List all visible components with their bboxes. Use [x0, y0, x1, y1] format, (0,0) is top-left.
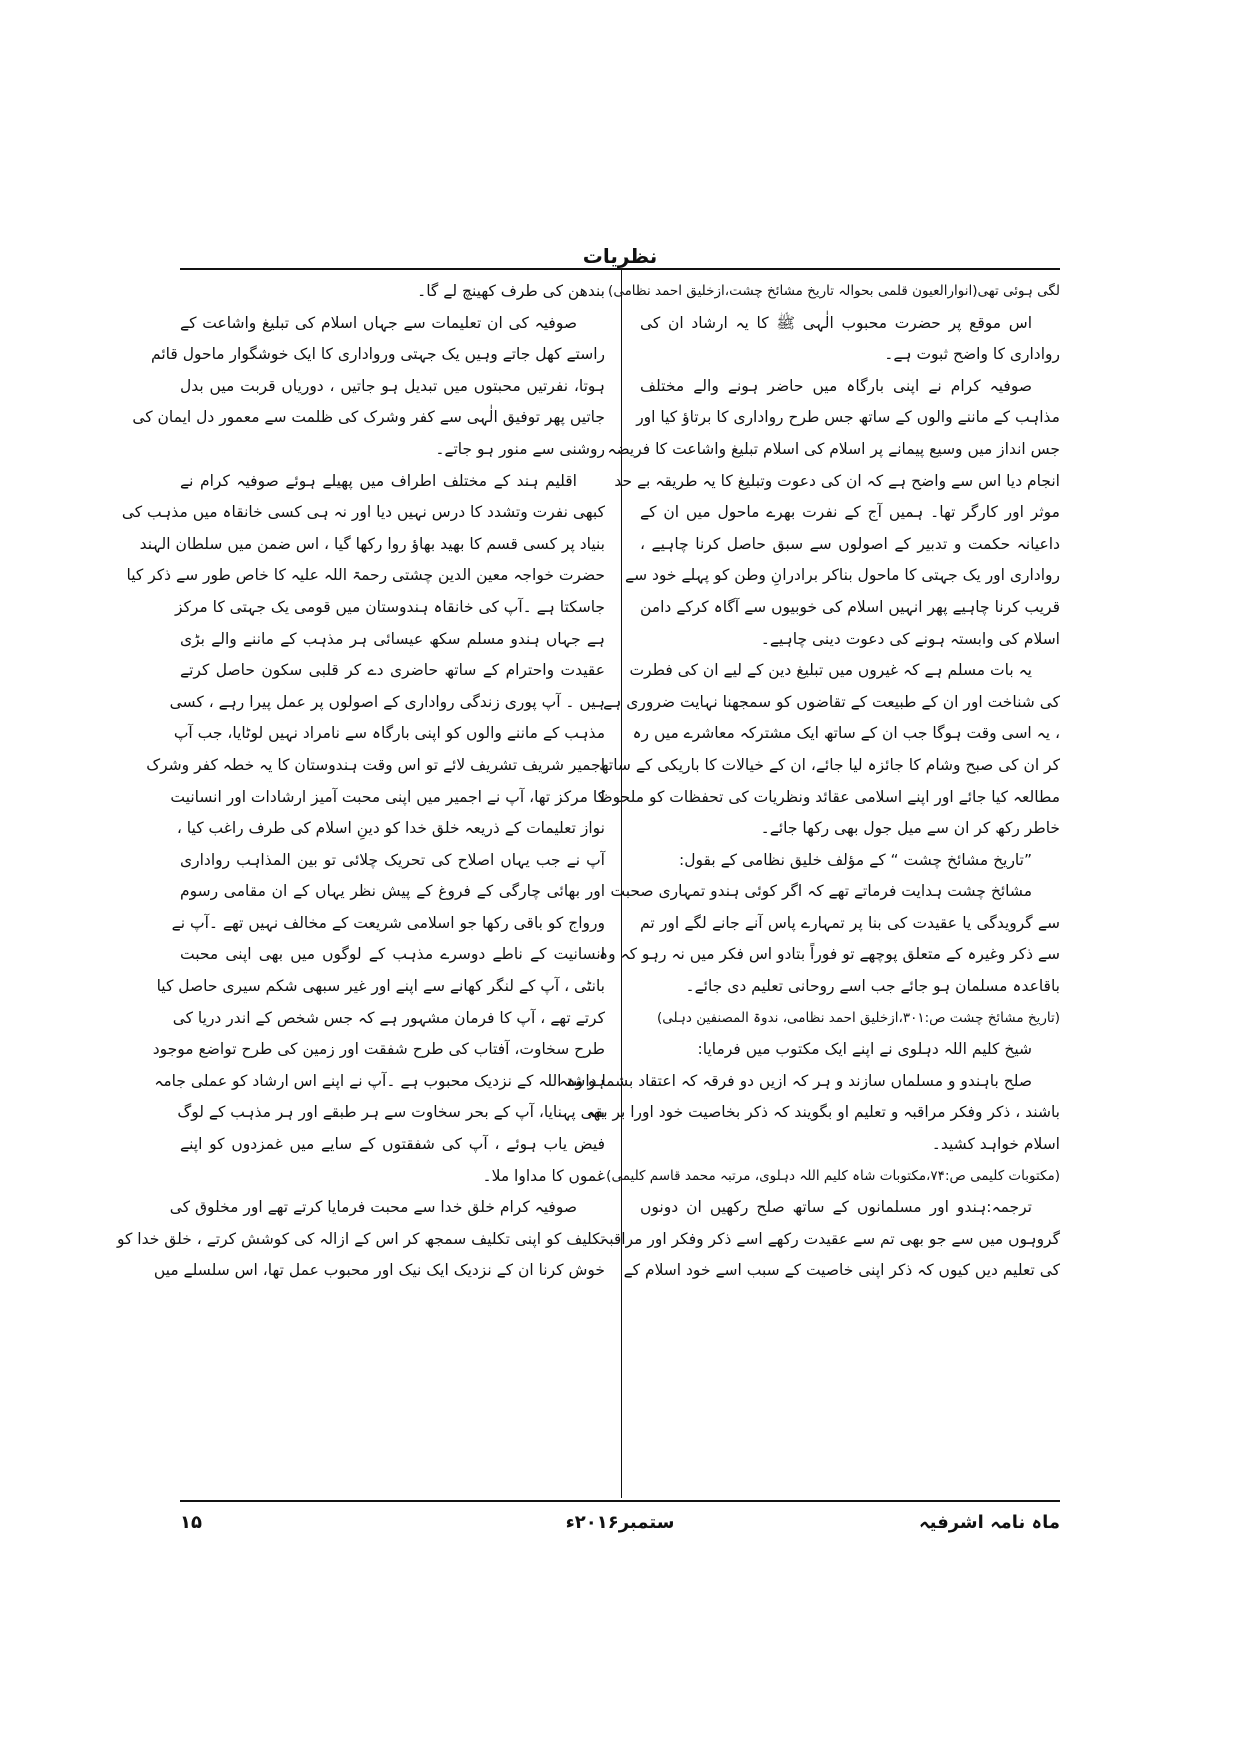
text-line: کرتے تھے ، آپ کا فرمان مشہور ہے کہ جس شخص کے اندر دریا کی	[172, 1008, 605, 1027]
text-line: صوفیہ کی ان تعلیمات سے جہاں اسلام کی تبلیغ واشاعت کے	[180, 313, 577, 332]
text-line: نواز تعلیمات کے ذریعہ خلق خدا کو دینِ اسلام کی طرف راغب کیا ،	[176, 819, 605, 838]
footer-magazine-name: ماہ نامہ اشرفیہ	[919, 1512, 1060, 1533]
text-line: آپ نے جب یہاں اصلاح کی تحریک چلائی تو بین المذاہب رواداری	[180, 850, 605, 869]
text-line: (تاریخ مشائخ چشت ص:۳۰۱،ازخلیق احمد نظامی، ندوۃ المصنفین دہلی)	[657, 1009, 1060, 1026]
text-line: کبھی نفرت وتشدد کا درس نہیں دیا اور نہ ہی کسی خانقاہ میں مذہب کی	[121, 503, 605, 522]
text-line: کا مرکز تھا، آپ نے اجمیر میں اپنی محبت آمیز ارشادات اور انسانیت	[170, 787, 605, 806]
footer-page-number: ۱۵	[180, 1512, 202, 1533]
text-line: ہوتا، نفرتیں محبتوں میں تبدیل ہو جاتیں ، دوریاں قربت میں بدل	[180, 376, 605, 395]
text-line: روشنی سے منور ہو جاتے۔	[435, 439, 605, 458]
text-line: بنیاد پر کسی قسم کا بھید بھاؤ روا رکھا گیا ، اس ضمن میں سلطان الہند	[139, 534, 605, 553]
text-line: اسلام کی وابستہ ہونے کی دعوت دینی چاہیے۔	[760, 629, 1060, 648]
right-text-column	[558, 276, 1060, 1491]
text-line: باشند ، ذکر وفکر مراقبہ و تعلیم او بگویند کہ ذکر بخاصیت خود اورا بر بقہ	[586, 1103, 1060, 1122]
page-header-title: نظریات	[582, 244, 658, 268]
text-line: انجام دیا اس سے واضح ہے کہ ان کی دعوت وتبلیغ کا یہ طریقہ بے حد	[614, 471, 1060, 490]
text-line: صوفیہ کرام نے اپنی بارگاہ میں حاضر ہونے والے مختلف	[640, 376, 1032, 395]
text-line: ، یہ اسی وقت ہوگا جب ان کے ساتھ ایک مشترکہ معاشرے میں رہ	[632, 724, 1060, 743]
text-line: غموں کا مداوا ملا۔	[482, 1166, 605, 1185]
text-line: بانٹی ، آپ کے لنگر کھانے سے اپنے اور غیر سبھی شکم سیری حاصل کیا	[156, 977, 605, 996]
text-line: فیض یاب ہوئے ، آپ کی شفقتوں کے سایے میں غمزدوں کو اپنے	[180, 1135, 605, 1154]
text-line: انسانیت کے ناطے دوسرے مذہب کے لوگوں میں بھی اپنی محبت	[180, 945, 605, 964]
text-line: جاتیں پھر توفیق الٰہی سے کفر وشرک کی ظلمت سے معمور دل ایمان کی	[132, 408, 605, 427]
text-line: اور بھائی چارگی کے فروغ کے پیش نظر یہاں کے ان مقامی رسوم	[180, 882, 605, 901]
text-line: سے گرویدگی یا عقیدت کی بنا پر تمہارے پاس آنے جانے لگے اور تم	[640, 913, 1060, 932]
text-line: سے ذکر وغیرہ کے متعلق پوچھے تو فوراً بتادو اس فکر میں نہ رہو کہ وہ	[599, 945, 1060, 964]
text-line: کی شناخت اور ان کے طبیعت کے تقاضوں کو سمجھنا نہایت ضروری ہے	[603, 692, 1060, 711]
text-line: (مکتوبات کلیمی ص:۷۴،مکتوبات شاہ کلیم اللہ دہلوی، مرتبہ محمد قاسم کلیمی)	[606, 1167, 1060, 1184]
text-line: راستے کھل جاتے وہیں یک جہتی ورواداری کا ایک خوشگوار ماحول قائم	[151, 345, 605, 364]
text-line: اس موقع پر حضرت محبوب الٰہی ﷺ کا یہ ارشاد ان کی	[640, 313, 1032, 332]
text-line: خاطر رکھ کر ان سے میل جول بھی رکھا جائے۔	[760, 819, 1060, 838]
text-line: اسلام خواہد کشید۔	[931, 1135, 1060, 1154]
text-line: ہو وہ اللہ کے نزدیک محبوب ہے ۔آپ نے اپنے اس ارشاد کو عملی جامہ	[154, 1071, 605, 1090]
text-line: مذہب کے ماننے والوں کو اپنی بارگاہ سے نامراد نہیں لوٹایا، جب آپ	[173, 724, 605, 743]
text-line: مطالعہ کیا جائے اور اپنے اسلامی عقائد ونظریات کی تحفظات کو ملحوظ	[598, 787, 1060, 806]
text-line: قریب کرنا چاہیے پھر انہیں اسلام کی خوبیوں سے آگاہ کرکے دامن	[640, 597, 1060, 616]
text-line: عقیدت واحترام کے ساتھ حاضری دے کر قلبی سکون حاصل کرتے	[180, 661, 605, 680]
text-line: شیخ کلیم اللہ دہلوی نے اپنے ایک مکتوب میں فرمایا:	[697, 1040, 1032, 1059]
text-line: تکلیف کو اپنی تکلیف سمجھ کر اس کے ازالہ کی کوشش کرتے ، خلق خدا کو	[116, 1229, 605, 1248]
text-line: کر ان کی صبح وشام کا جائزہ لیا جائے، ان کے خیالات کا باریکی کے ساتھ	[599, 755, 1060, 774]
text-line: مشائخ چشت ہدایت فرماتے تھے کہ اگر کوئی ہندو تمہاری صحبت	[610, 882, 1032, 901]
header-rule	[180, 268, 1060, 270]
text-line: اقلیم ہند کے مختلف اطراف میں پھیلے ہوئے صوفیہ کرام نے	[180, 471, 577, 490]
text-line: ہے جہاں ہندو مسلم سکھ عیسائی ہر مذہب کے ماننے والے بڑی	[180, 629, 605, 648]
text-line: بھی پہنایا، آپ کے بحر سخاوت سے ہر طبقے اور ہر مذہب کے لوگ	[177, 1103, 605, 1122]
text-line: جاسکتا ہے ۔آپ کی خانقاہ ہندوستان میں قومی یک جہتی کا مرکز	[174, 597, 605, 616]
text-line: داعیانہ حکمت و تدبیر کے اصولوں سے سبق حاصل کرنا چاہیے ،	[640, 534, 1060, 553]
footer-issue-date: ستمبر۲۰۱۶ء	[565, 1512, 675, 1533]
text-line: رواداری اور یک جہتی کا ماحول بناکر برادرانِ وطن کو پہلے خود سے	[625, 566, 1060, 585]
text-line: بندھن کی طرف کھینچ لے گا۔	[417, 282, 605, 300]
footer-rule	[180, 1500, 1060, 1502]
text-line: ہیں ۔ آپ پوری زندگی رواداری کے اصولوں پر عمل پیرا رہے ، کسی	[169, 692, 605, 711]
text-line: مذاہب کے ماننے والوں کے ساتھ جس طرح رواداری کا برتاؤ کیا اور	[636, 408, 1060, 427]
left-text-column	[116, 276, 605, 1491]
text-line: صلح باہندو و مسلماں سازند و ہر کہ ازیں دو فرقہ کہ اعتقاد بشما داشتہ	[558, 1071, 1032, 1090]
text-line: ترجمہ:ہندو اور مسلمانوں کے ساتھ صلح رکھیں ان دونوں	[640, 1198, 1032, 1217]
text-line: رواداری کا واضح ثبوت ہے۔	[884, 345, 1060, 364]
text-line: طرح سخاوت، آفتاب کی طرح شفقت اور زمین کی طرح تواضع موجود	[152, 1040, 605, 1059]
text-line: اجمیر شریف تشریف لائے تو اس وقت ہندوستان کا یہ خطہ کفر وشرک	[146, 755, 605, 774]
text-line: باقاعدہ مسلمان ہو جائے جب اسے روحانی تعلیم دی جائے۔	[685, 977, 1060, 996]
text-line: ورواج کو باقی رکھا جو اسلامی شریعت کے مخالف نہیں تھے ۔آپ نے	[171, 913, 605, 932]
text-line: حضرت خواجہ معین الدین چشتی رحمۃ اللہ علیہ کا خاص طور سے ذکر کیا	[126, 566, 605, 585]
text-line: لگی ہوئی تھی(انوارالعیون قلمی بحوالہ تاریخ مشائخ چشت،ازخلیق احمد نظامی)	[608, 283, 1060, 299]
text-line: یہ بات مسلم ہے کہ غیروں میں تبلیغ دین کے لیے ان کی فطرت	[629, 661, 1032, 680]
text-line: صوفیہ کرام خلق خدا سے محبت فرمایا کرتے تھے اور مخلوق کی	[169, 1198, 577, 1217]
text-line: کی تعلیم دیں کیوں کہ ذکر اپنی خاصیت کے سبب اسے خود اسلام کے	[623, 1261, 1060, 1280]
text-line: جس انداز میں وسیع پیمانے پر اسلام کی اسلام تبلیغ واشاعت کا فریضہ	[607, 439, 1060, 458]
text-line: ”تاریخ مشائخ چشت “ کے مؤلف خلیق نظامی کے بقول:	[679, 850, 1032, 869]
text-line: موثر اور کارگر تھا۔ ہمیں آج کے نفرت بھرے ماحول میں ان کے	[640, 503, 1060, 522]
text-line: گروہوں میں سے جو بھی تم سے عقیدت رکھے اسے ذکر وفکر اور مراقبہ	[600, 1229, 1060, 1248]
text-line: خوش کرنا ان کے نزدیک ایک نیک اور محبوب عمل تھا، اس سلسلے میں	[153, 1261, 605, 1280]
